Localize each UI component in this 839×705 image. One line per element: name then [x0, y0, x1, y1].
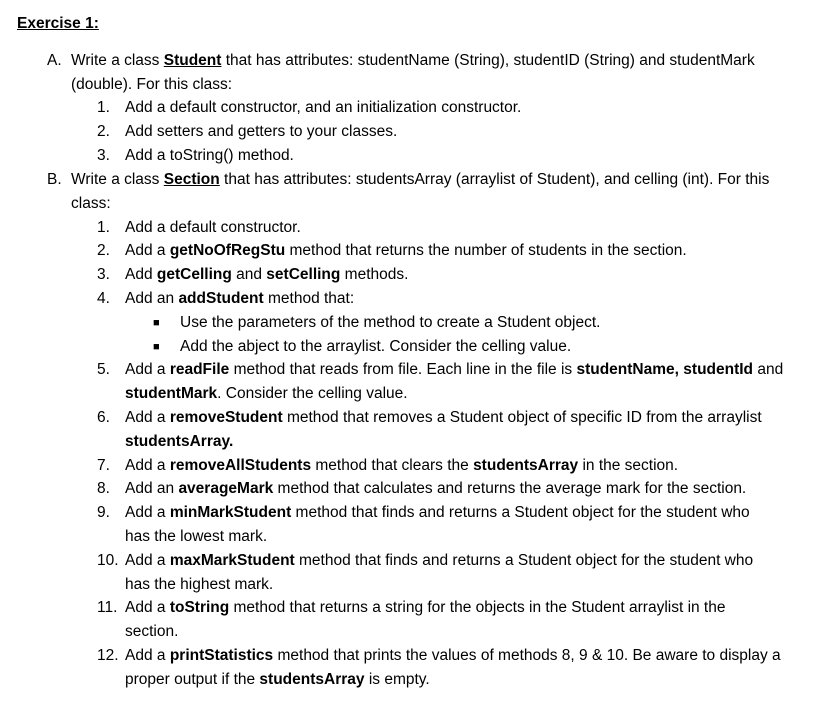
exercise-title: Exercise 1:	[17, 15, 99, 32]
section-a-line-2: (double). For this class:	[71, 76, 233, 93]
b-item-11-text: Add a toString method that returns a string for the objects in the Student arraylist in the	[125, 599, 726, 616]
b-item-8-text: Add an averageMark method that calculates and returns the average mark for the section.	[125, 480, 747, 497]
b-item-10-text-cont: has the highest mark.	[125, 576, 274, 593]
a-item-1-text: Add a default constructor, and an initialization constructor.	[125, 99, 522, 116]
section-b-marker: B.	[47, 171, 62, 188]
bullet-icon: ■	[153, 317, 160, 329]
class-section-name: Section	[163, 171, 220, 188]
b-item-5-text: Add a readFile method that reads from file. Each line in the file is studentName, studentId and	[125, 361, 784, 378]
b-item-5-num: 5.	[97, 361, 110, 378]
b-item-12-text-cont: proper output if the studentsArray is empty.	[125, 671, 430, 688]
b-item-8-num: 8.	[97, 480, 110, 497]
b-item-6-text-cont: studentsArray.	[125, 433, 234, 450]
b-item-9-num: 9.	[97, 504, 110, 521]
b-item-11-text-cont: section.	[125, 623, 179, 640]
b-item-2-text: Add a getNoOfRegStu method that returns the number of students in the section.	[125, 242, 687, 259]
b-item-9-text: Add a minMarkStudent method that finds and returns a Student object for the student who	[125, 504, 750, 521]
b-item-10-text: Add a maxMarkStudent method that finds and returns a Student object for the student who	[125, 552, 754, 569]
b-item-3-text: Add getCelling and setCelling methods.	[125, 266, 409, 283]
bullet-icon: ■	[153, 341, 160, 353]
b-item-9-text-cont: has the lowest mark.	[125, 528, 268, 545]
b-item-3-num: 3.	[97, 266, 110, 283]
b-item-4-text: Add an addStudent method that:	[125, 290, 355, 307]
b-item-1-num: 1.	[97, 219, 110, 236]
b-item-4-bullet-2: Add the abject to the arraylist. Consider the celling value.	[180, 338, 572, 355]
b-item-5-text-cont: studentMark. Consider the celling value.	[125, 385, 408, 402]
a-item-2-text: Add setters and getters to your classes.	[125, 123, 398, 140]
b-item-7-num: 7.	[97, 457, 110, 474]
section-b-line-1: Write a class Section that has attributes: studentsArray (arraylist of Student), and celling (int). For this	[71, 171, 770, 188]
b-item-1-text: Add a default constructor.	[125, 219, 301, 236]
b-item-6-num: 6.	[97, 409, 110, 426]
section-a-line-1: Write a class Student that has attributes: studentName (String), studentID (String) and studentMark	[71, 52, 755, 69]
b-item-4-num: 4.	[97, 290, 110, 307]
b-item-4-bullet-1: Use the parameters of the method to create a Student object.	[180, 314, 601, 331]
a-item-1-num: 1.	[97, 99, 110, 116]
b-item-7-text: Add a removeAllStudents method that clears the studentsArray in the section.	[125, 457, 679, 474]
a-item-2-num: 2.	[97, 123, 110, 140]
b-item-2-num: 2.	[97, 242, 110, 259]
section-a-marker: A.	[47, 52, 62, 69]
section-b-line-2: class:	[71, 195, 111, 212]
b-item-6-text: Add a removeStudent method that removes a Student object of specific ID from the arraylist	[125, 409, 762, 426]
b-item-10-num: 10.	[97, 552, 119, 569]
b-item-12-text: Add a printStatistics method that prints the values of methods 8, 9 & 10. Be aware to display a	[125, 647, 781, 664]
b-item-12-num: 12.	[97, 647, 119, 664]
class-student-name: Student	[163, 52, 222, 69]
b-item-11-num: 11.	[97, 599, 118, 616]
a-item-3-num: 3.	[97, 147, 110, 164]
a-item-3-text: Add a toString() method.	[125, 147, 294, 164]
